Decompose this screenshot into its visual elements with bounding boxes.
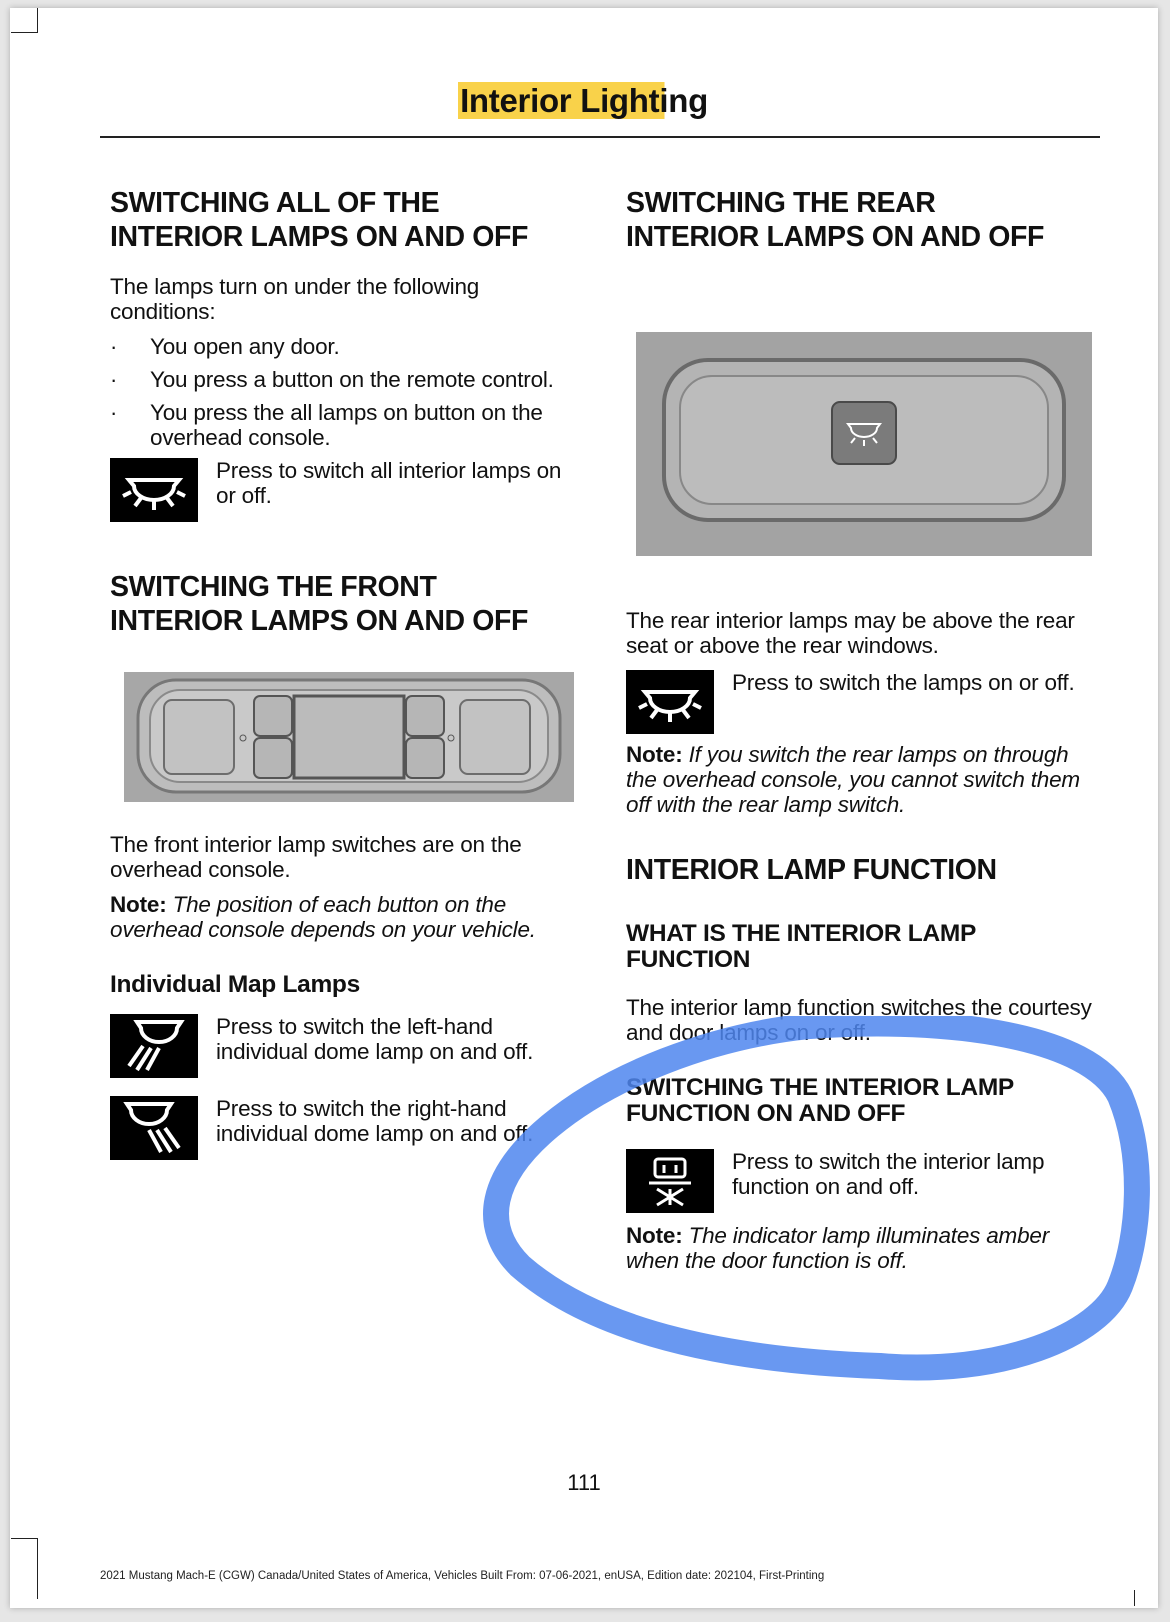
crop-mark-bottom-right: [1134, 1590, 1136, 1606]
left-map-lamp-text: Press to switch the left-hand individual dome lamp on and off.: [216, 1014, 534, 1064]
all-lamps-intro: The lamps turn on under the following conditions:: [110, 274, 480, 324]
page-header: [10, 82, 1158, 120]
front-lamps-text: The front interior lamp switches are on the overhead console.: [110, 832, 522, 882]
title-line-2: INTERIOR LAMPS ON AND OFF: [110, 605, 529, 637]
note-text: If you switch the rear lamps on through the overhead console, you cannot switch them off with the rear lamp switch.: [626, 742, 1080, 817]
title-line-1: SWITCHING ALL OF THE: [110, 187, 440, 219]
manual-page: [10, 8, 1158, 1608]
title-line-1: SWITCHING THE REAR: [626, 187, 936, 219]
section-all-lamps-title: [110, 186, 580, 254]
rear-lamps-text: The rear interior lamps may be above the rear seat or above the rear windows.: [626, 608, 1075, 658]
left-map-lamp-row: [110, 1014, 580, 1078]
page-title: Interior Lighting: [460, 82, 708, 119]
right-map-lamp-text: Press to switch the right-hand individual dome lamp on and off.: [216, 1096, 534, 1146]
crop-mark-bottom-left: [11, 1538, 38, 1599]
lamp-function-icon-text: Press to switch the interior lamp function on and off.: [732, 1149, 1045, 1199]
title-line-2: INTERIOR LAMPS ON AND OFF: [626, 221, 1045, 253]
note-text: The position of each button on the overhead console depends on your vehicle.: [110, 892, 536, 942]
title-line-1: SWITCHING THE FRONT: [110, 571, 437, 603]
page-number: 111: [567, 1470, 601, 1495]
section-rear-lamps-title: [626, 186, 1096, 254]
title-line-2: INTERIOR LAMPS ON AND OFF: [110, 221, 529, 253]
note-label: Note:: [626, 1223, 683, 1248]
rear-lamps-note: [626, 742, 1096, 817]
what-is-lamp-function-title: WHAT IS THE INTERIOR LAMP FUNCTION: [626, 920, 976, 973]
lamp-function-text: The interior lamp function switches the courtesy and door lamps on or off.: [626, 995, 1092, 1045]
page-footer: 2021 Mustang Mach-E (CGW) Canada/United States of America, Vehicles Built From: 07-06-2021, enUSA, Edition date: 202104, First-Printing: [100, 1570, 825, 1582]
list-item: · You open any door.: [110, 334, 580, 359]
note-text: The indicator lamp illuminates amber when the door function is off.: [626, 1223, 1050, 1273]
front-lamps-note: [110, 892, 580, 942]
rear-lamp-switch-image: [636, 332, 1092, 556]
all-lamps-row: [110, 458, 580, 522]
rear-lamps-row: [626, 670, 1096, 734]
lamp-function-row: [626, 1149, 1096, 1213]
conditions-list: [110, 334, 580, 450]
crop-mark-top-left: [11, 8, 38, 33]
note-label: Note:: [110, 892, 167, 917]
front-console-image: [124, 672, 574, 802]
list-item: · You press the all lamps on button on the overhead console.: [110, 400, 580, 450]
lamp-function-note: [626, 1223, 1096, 1273]
map-lamps-title: Individual Map Lamps: [110, 971, 360, 998]
switching-lamp-function-title: SWITCHING THE INTERIOR LAMP FUNCTION ON AND OFF: [626, 1074, 1014, 1127]
rear-lamps-icon: [626, 670, 714, 734]
right-map-lamp-row: [110, 1096, 580, 1160]
all-lamps-icon: [110, 458, 198, 522]
header-rule: [100, 136, 1100, 138]
section-lamp-function-title: INTERIOR LAMP FUNCTION: [626, 854, 997, 886]
door-lamp-function-icon: [626, 1149, 714, 1213]
all-lamps-icon-text: Press to switch all interior lamps on or off.: [216, 458, 562, 508]
note-label: Note:: [626, 742, 683, 767]
left-dome-lamp-icon: [110, 1014, 198, 1078]
left-column: [110, 186, 580, 1160]
right-column: [626, 186, 1096, 1273]
section-front-lamps-title: [110, 570, 580, 638]
list-item: · You press a button on the remote control.: [110, 367, 580, 392]
rear-lamps-icon-text: Press to switch the lamps on or off.: [732, 670, 1075, 695]
right-dome-lamp-icon: [110, 1096, 198, 1160]
